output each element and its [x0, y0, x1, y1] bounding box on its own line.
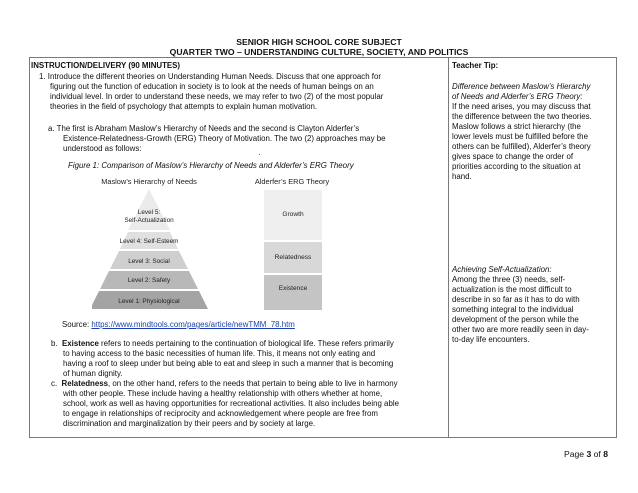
erg-existence-label: Existence	[278, 285, 308, 292]
tip-body-1: the difference between the two theories.	[452, 112, 592, 121]
item1-line: 1. Introduce the different theories on Understanding Human Needs. Discuss that one approach for	[39, 72, 381, 81]
erg-existence-box	[264, 275, 322, 310]
page-current: 3	[586, 449, 592, 459]
item1-line: individual level. In order to understand these needs, we may refer to two (2) of the most popular	[50, 92, 384, 101]
tip-body-2: Among the three (3) needs, self-	[452, 275, 566, 284]
tip-subtitle-1: Difference between Maslow’s Hierarchy	[452, 82, 591, 91]
teacher-tip-title: Teacher Tip:	[452, 61, 499, 70]
tip-body-1: lower levels must be fulfilled before the	[452, 132, 588, 141]
item-b-line: of human dignity.	[63, 369, 123, 378]
level-3-label: Level 3: Social	[128, 258, 170, 265]
stray-mark: ·	[258, 150, 261, 159]
tip-body-1: If the need arises, you may discuss that	[452, 102, 591, 111]
tip-body-2: actualization is the most difficult to	[452, 285, 572, 294]
tip-body-2: other two are more readily seen in day-	[452, 325, 589, 334]
tip-body-1: others can be fulfilled), Alderfer’s theory	[452, 142, 591, 151]
tip-body-1: gives space to change the order of	[452, 152, 574, 161]
item-c-marker: c.	[51, 379, 58, 388]
item1-line: theories in the field of psychology that attempts to explain human motivation.	[50, 102, 318, 111]
item-c-line: to engage in relationships of reciprocity and acknowledgement where people are free from	[63, 409, 378, 418]
item-c-line: with other people. These include having a healthy relationship with others whether at home,	[63, 389, 383, 398]
tip-body-1: Maslow follows a strict hierarchy (the	[452, 122, 581, 131]
item-a-line: Existence-Relatedness-Growth (ERG) Theory of Motivation. The two (2) approaches may be	[63, 134, 386, 143]
item-c-line: discrimination and marginalization by their peers and by society at large.	[63, 419, 316, 428]
item-b-text: refers to needs pertaining to the continuation of biological life. These refers primarily	[98, 339, 394, 348]
figure-source	[62, 320, 295, 330]
level-5-label: Level 5:	[137, 209, 161, 216]
item-c-term: Relatedness	[61, 379, 109, 388]
header-quarter: QUARTER TWO – UNDERSTANDING CULTURE, SOCIETY, AND POLITICS	[169, 47, 469, 57]
item-c-line: school, work as well as having opportunities for recreational activities. It also includes being able	[63, 399, 399, 408]
item-b-marker: b.	[51, 339, 58, 348]
item-a-line: a. The first is Abraham Maslow’s Hierarchy of Needs and the second is Clayton Alderfer’s	[48, 124, 360, 133]
level-5-sub: Self-Actualization	[124, 217, 174, 224]
page-prefix: Page	[564, 449, 587, 459]
item-b-term: Existence	[61, 339, 99, 348]
item-c-text: , on the other hand, refers to the needs that pertain to being able to live in harmony	[108, 379, 398, 388]
tip-body-1: priorities according to the situation at	[452, 162, 581, 171]
item1-line: figuring out the function of education in society is to look at the needs of human beings on an	[50, 82, 374, 91]
tip-subtitle-2: Achieving Self-Actualization:	[452, 265, 552, 274]
item-b-line: to having access to the basic necessities of human life. This, it means not only eating and	[63, 349, 376, 358]
tip-body-2: development of the person while the	[452, 315, 579, 324]
header-subject: SENIOR HIGH SCHOOL CORE SUBJECT	[236, 37, 402, 47]
erg-title: Alderfer’s ERG Theory	[254, 177, 330, 186]
erg-growth-label: Growth	[282, 211, 304, 218]
page-number	[564, 449, 608, 459]
figure-caption: Figure 1: Comparison of Maslow’s Hierarchy of Needs and Alderfer’s ERG Theory	[68, 161, 354, 170]
item-c-first-line	[51, 379, 398, 389]
level-2-label: Level 2: Safety	[127, 277, 171, 284]
item-a-line: understood as follows:	[63, 144, 142, 153]
erg-relatedness-label: Relatedness	[274, 254, 312, 261]
level-1-label: Level 1: Physiological	[118, 298, 180, 305]
erg-figure	[92, 176, 332, 312]
source-link[interactable]: https://www.mindtools.com/pages/article/newTMM_78.htm	[91, 320, 295, 329]
item-b-line: having a roof to sleep under but being able to eat and sleep in such a manner that is becoming	[63, 359, 394, 368]
tip-body-2: describe in so far as it has to do with	[452, 295, 580, 304]
page-middle: of	[591, 449, 604, 459]
tip-body-1: hand.	[452, 172, 472, 181]
tip-subtitle-1: of Needs and Alderfer’s ERG Theory:	[452, 92, 583, 101]
source-label: Source:	[62, 320, 92, 329]
tip-body-2: to-day life encounters.	[452, 335, 530, 344]
page-total: 8	[603, 449, 608, 459]
item-b-first-line	[51, 339, 394, 349]
section-title: INSTRUCTION/DELIVERY (90 MINUTES)	[31, 61, 181, 70]
tip-body-2: something integral to the individual	[452, 305, 574, 314]
level-4-label: Level 4: Self-Esteem	[119, 238, 179, 245]
column-divider	[448, 57, 449, 438]
maslow-title: Maslow’s Hierarchy of Needs	[101, 177, 197, 186]
